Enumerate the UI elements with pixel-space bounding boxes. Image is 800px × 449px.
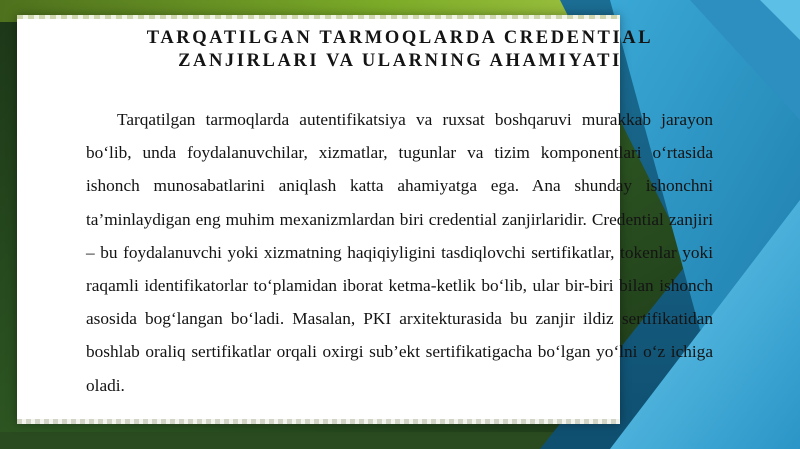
body-paragraph: Tarqatilgan tarmoqlarda autentifikatsiya va ruxsat boshqaruvi murakkab jarayon bo‘lib, unda foydalanuvchilar, xizmatlar, tugunlar va tizim komponentlari o‘rtasida ishonch munosabatlarini aniqlash katta ahamiyatga ega. Ana shunday ishonchni ta’minlaydigan eng muhim mexanizmlardan biri credential zanjirlaridir. Credential zanjiri – bu foydalanuvchi yoki xizmatning haqiqiyligini tasdiqlovchi sertifikatlar, tokenlar yoki raqamli identifikatorlar to‘plamidan iborat ketma-ketlik bo‘lib, ular bir-biri bilan ishonch asosida bog‘langan bo‘ladi. Masalan, PKI arxitekturasida bu zanjir ildiz sertifikatidan boshlab oraliq sertifikatlar orqali oxirgi sub’ekt sertifikatigacha bo‘lgan yo‘lni o‘z ichiga oladi. [86,110,713,395]
card-top-border [17,15,620,19]
title-line-2: ZANJIRLARI VA ULARNING AHAMIYATI [178,51,622,71]
slide-title [0,27,800,73]
card-bottom-border [17,419,620,424]
title-line-1: TARQATILGAN TARMOQLARDA CREDENTIAL [146,28,654,48]
